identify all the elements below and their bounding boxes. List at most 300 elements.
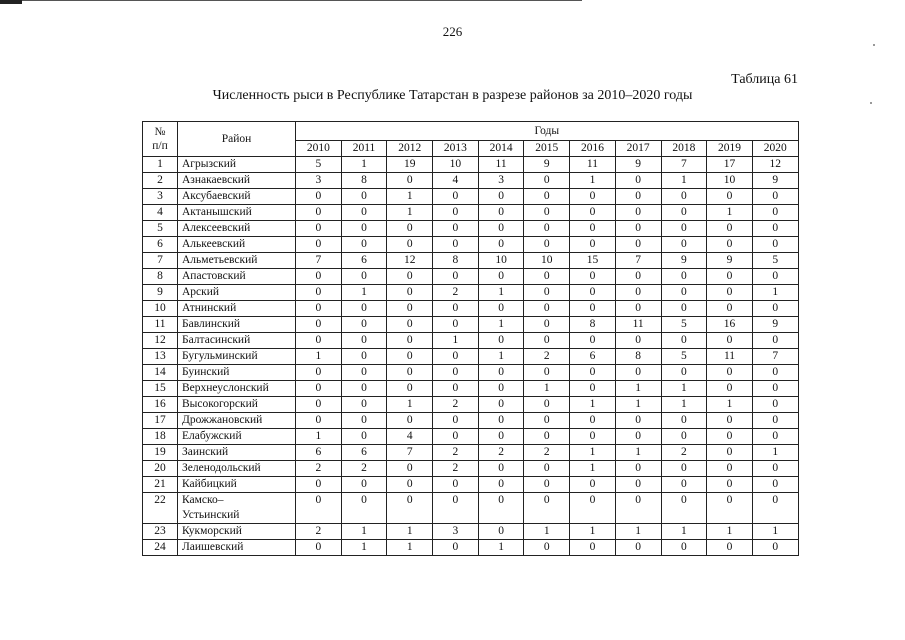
year-value-cell: 0 bbox=[752, 461, 798, 477]
year-value-cell: 1 bbox=[296, 349, 342, 365]
table-row bbox=[143, 524, 799, 540]
year-value-cell: 1 bbox=[707, 397, 753, 413]
year-value-cell: 0 bbox=[433, 189, 479, 205]
year-value-cell: 8 bbox=[341, 173, 387, 189]
table-row bbox=[143, 429, 799, 445]
table-row bbox=[143, 381, 799, 397]
year-value-cell: 0 bbox=[433, 221, 479, 237]
row-number: 10 bbox=[143, 301, 178, 317]
year-value-cell: 0 bbox=[296, 540, 342, 556]
year-value-cell: 15 bbox=[570, 253, 616, 269]
year-value-cell: 0 bbox=[570, 429, 616, 445]
row-number: 17 bbox=[143, 413, 178, 429]
year-value-cell: 0 bbox=[478, 381, 524, 397]
row-number: 1 bbox=[143, 157, 178, 173]
year-value-cell: 0 bbox=[615, 477, 661, 493]
year-value-cell: 0 bbox=[661, 237, 707, 253]
year-value-cell: 0 bbox=[296, 477, 342, 493]
year-value-cell: 1 bbox=[478, 349, 524, 365]
table-row bbox=[143, 189, 799, 205]
year-value-cell: 0 bbox=[752, 237, 798, 253]
year-value-cell: 0 bbox=[478, 301, 524, 317]
year-value-cell: 0 bbox=[615, 205, 661, 221]
scan-edge-mark bbox=[0, 0, 22, 4]
year-value-cell: 0 bbox=[433, 269, 479, 285]
year-value-cell: 0 bbox=[661, 205, 707, 221]
year-value-cell: 0 bbox=[524, 301, 570, 317]
scan-speck bbox=[873, 44, 875, 46]
year-value-cell: 5 bbox=[296, 157, 342, 173]
row-number: 4 bbox=[143, 205, 178, 221]
year-value-cell: 3 bbox=[296, 173, 342, 189]
year-value-cell: 7 bbox=[752, 349, 798, 365]
year-value-cell: 0 bbox=[433, 205, 479, 221]
year-value-cell: 0 bbox=[478, 477, 524, 493]
year-value-cell: 1 bbox=[387, 205, 433, 221]
year-value-cell: 7 bbox=[296, 253, 342, 269]
year-value-cell: 0 bbox=[387, 349, 433, 365]
year-value-cell: 0 bbox=[387, 381, 433, 397]
year-value-cell: 0 bbox=[615, 413, 661, 429]
year-value-cell: 0 bbox=[478, 461, 524, 477]
year-value-cell: 0 bbox=[707, 301, 753, 317]
district-name: Аксубаевский bbox=[178, 189, 296, 205]
year-value-cell: 4 bbox=[433, 173, 479, 189]
year-value-cell: 0 bbox=[615, 540, 661, 556]
year-value-cell: 0 bbox=[615, 173, 661, 189]
year-value-cell: 1 bbox=[524, 524, 570, 540]
header-year: 2015 bbox=[524, 141, 570, 157]
year-value-cell: 0 bbox=[615, 237, 661, 253]
header-year: 2014 bbox=[478, 141, 524, 157]
district-name: Апастовский bbox=[178, 269, 296, 285]
year-value-cell: 0 bbox=[570, 205, 616, 221]
year-value-cell: 0 bbox=[661, 189, 707, 205]
district-name: Камско– Устьинский bbox=[178, 493, 296, 524]
year-value-cell: 0 bbox=[296, 333, 342, 349]
year-value-cell: 0 bbox=[707, 429, 753, 445]
year-value-cell: 0 bbox=[387, 301, 433, 317]
year-value-cell: 0 bbox=[387, 221, 433, 237]
year-value-cell: 0 bbox=[478, 205, 524, 221]
year-value-cell: 2 bbox=[478, 445, 524, 461]
year-value-cell: 0 bbox=[341, 365, 387, 381]
year-value-cell: 0 bbox=[296, 493, 342, 524]
year-value-cell: 0 bbox=[524, 477, 570, 493]
year-value-cell: 0 bbox=[341, 221, 387, 237]
year-value-cell: 1 bbox=[615, 445, 661, 461]
year-value-cell: 0 bbox=[524, 493, 570, 524]
year-value-cell: 1 bbox=[341, 285, 387, 301]
year-value-cell: 0 bbox=[661, 429, 707, 445]
table-row bbox=[143, 365, 799, 381]
header-number-line1: № bbox=[154, 126, 166, 138]
year-value-cell: 1 bbox=[387, 524, 433, 540]
year-value-cell: 0 bbox=[707, 477, 753, 493]
district-name: Бавлинский bbox=[178, 317, 296, 333]
year-value-cell: 9 bbox=[752, 317, 798, 333]
year-value-cell: 0 bbox=[433, 237, 479, 253]
year-value-cell: 12 bbox=[752, 157, 798, 173]
header-year: 2011 bbox=[341, 141, 387, 157]
year-value-cell: 0 bbox=[387, 413, 433, 429]
year-value-cell: 8 bbox=[433, 253, 479, 269]
year-value-cell: 9 bbox=[524, 157, 570, 173]
year-value-cell: 4 bbox=[387, 429, 433, 445]
table-row bbox=[143, 413, 799, 429]
year-value-cell: 0 bbox=[478, 189, 524, 205]
year-value-cell: 0 bbox=[478, 237, 524, 253]
year-value-cell: 0 bbox=[570, 333, 616, 349]
year-value-cell: 0 bbox=[524, 189, 570, 205]
year-value-cell: 0 bbox=[570, 221, 616, 237]
year-value-cell: 1 bbox=[387, 540, 433, 556]
year-value-cell: 11 bbox=[615, 317, 661, 333]
row-number: 9 bbox=[143, 285, 178, 301]
row-number: 8 bbox=[143, 269, 178, 285]
district-name: Алексеевский bbox=[178, 221, 296, 237]
year-value-cell: 0 bbox=[296, 317, 342, 333]
page-number: 226 bbox=[442, 24, 463, 39]
year-value-cell: 0 bbox=[524, 397, 570, 413]
year-value-cell: 0 bbox=[615, 333, 661, 349]
year-value-cell: 0 bbox=[707, 540, 753, 556]
district-name: Верхнеуслонский bbox=[178, 381, 296, 397]
year-value-cell: 11 bbox=[478, 157, 524, 173]
header-year: 2010 bbox=[296, 141, 342, 157]
year-value-cell: 0 bbox=[524, 285, 570, 301]
year-value-cell: 0 bbox=[661, 333, 707, 349]
year-value-cell: 0 bbox=[524, 429, 570, 445]
district-name: Арский bbox=[178, 285, 296, 301]
year-value-cell: 17 bbox=[707, 157, 753, 173]
year-value-cell: 1 bbox=[387, 397, 433, 413]
year-value-cell: 0 bbox=[752, 381, 798, 397]
year-value-cell: 2 bbox=[296, 461, 342, 477]
year-value-cell: 5 bbox=[752, 253, 798, 269]
header-number-line2: п/п bbox=[152, 140, 168, 152]
header-years-group: Годы bbox=[296, 122, 799, 141]
row-number: 20 bbox=[143, 461, 178, 477]
year-value-cell: 0 bbox=[478, 524, 524, 540]
year-value-cell: 6 bbox=[341, 253, 387, 269]
year-value-cell: 0 bbox=[341, 205, 387, 221]
year-value-cell: 0 bbox=[707, 445, 753, 461]
year-value-cell: 1 bbox=[615, 397, 661, 413]
year-value-cell: 0 bbox=[433, 540, 479, 556]
year-value-cell: 0 bbox=[341, 413, 387, 429]
year-value-cell: 0 bbox=[341, 269, 387, 285]
year-value-cell: 0 bbox=[478, 365, 524, 381]
table-row bbox=[143, 269, 799, 285]
year-value-cell: 0 bbox=[341, 429, 387, 445]
year-value-cell: 0 bbox=[661, 269, 707, 285]
year-value-cell: 0 bbox=[433, 429, 479, 445]
header-year: 2016 bbox=[570, 141, 616, 157]
year-value-cell: 1 bbox=[615, 524, 661, 540]
year-value-cell: 1 bbox=[661, 381, 707, 397]
year-value-cell: 0 bbox=[707, 381, 753, 397]
year-value-cell: 16 bbox=[707, 317, 753, 333]
row-number: 22 bbox=[143, 493, 178, 524]
year-value-cell: 0 bbox=[387, 285, 433, 301]
year-value-cell: 1 bbox=[341, 540, 387, 556]
header-year: 2012 bbox=[387, 141, 433, 157]
year-value-cell: 0 bbox=[296, 397, 342, 413]
year-value-cell: 0 bbox=[524, 205, 570, 221]
table-row bbox=[143, 493, 799, 524]
year-value-cell: 0 bbox=[478, 429, 524, 445]
year-value-cell: 0 bbox=[433, 381, 479, 397]
lynx-population-table bbox=[142, 121, 799, 556]
year-value-cell: 1 bbox=[752, 285, 798, 301]
year-value-cell: 9 bbox=[707, 253, 753, 269]
district-name: Елабужский bbox=[178, 429, 296, 445]
year-value-cell: 6 bbox=[341, 445, 387, 461]
row-number: 14 bbox=[143, 365, 178, 381]
table-row bbox=[143, 301, 799, 317]
year-value-cell: 1 bbox=[707, 205, 753, 221]
district-name: Заинский bbox=[178, 445, 296, 461]
year-value-cell: 9 bbox=[752, 173, 798, 189]
year-value-cell: 0 bbox=[387, 333, 433, 349]
year-value-cell: 0 bbox=[478, 493, 524, 524]
table-row bbox=[143, 333, 799, 349]
year-value-cell: 0 bbox=[433, 349, 479, 365]
year-value-cell: 2 bbox=[524, 349, 570, 365]
year-value-cell: 0 bbox=[707, 221, 753, 237]
year-value-cell: 2 bbox=[661, 445, 707, 461]
year-value-cell: 0 bbox=[387, 477, 433, 493]
header-year: 2013 bbox=[433, 141, 479, 157]
year-value-cell: 0 bbox=[615, 285, 661, 301]
year-value-cell: 1 bbox=[387, 189, 433, 205]
year-value-cell: 1 bbox=[661, 524, 707, 540]
year-value-cell: 0 bbox=[478, 221, 524, 237]
year-value-cell: 0 bbox=[433, 493, 479, 524]
year-value-cell: 12 bbox=[387, 253, 433, 269]
year-value-cell: 2 bbox=[433, 445, 479, 461]
year-value-cell: 0 bbox=[752, 301, 798, 317]
table-row bbox=[143, 205, 799, 221]
year-value-cell: 0 bbox=[387, 269, 433, 285]
year-value-cell: 0 bbox=[387, 317, 433, 333]
year-value-cell: 0 bbox=[752, 477, 798, 493]
year-value-cell: 0 bbox=[387, 237, 433, 253]
year-value-cell: 0 bbox=[752, 205, 798, 221]
year-value-cell: 0 bbox=[615, 429, 661, 445]
year-value-cell: 0 bbox=[524, 269, 570, 285]
scan-edge-line bbox=[22, 0, 582, 1]
year-value-cell: 0 bbox=[615, 269, 661, 285]
table-row bbox=[143, 157, 799, 173]
year-value-cell: 9 bbox=[661, 253, 707, 269]
district-name: Альметьевский bbox=[178, 253, 296, 269]
year-value-cell: 1 bbox=[296, 429, 342, 445]
header-year: 2020 bbox=[752, 141, 798, 157]
row-number: 2 bbox=[143, 173, 178, 189]
year-value-cell: 10 bbox=[707, 173, 753, 189]
year-value-cell: 0 bbox=[524, 237, 570, 253]
year-value-cell: 1 bbox=[478, 317, 524, 333]
header-year: 2018 bbox=[661, 141, 707, 157]
year-value-cell: 0 bbox=[752, 413, 798, 429]
district-name: Кайбицкий bbox=[178, 477, 296, 493]
district-name: Буинский bbox=[178, 365, 296, 381]
year-value-cell: 1 bbox=[570, 445, 616, 461]
year-value-cell: 0 bbox=[570, 381, 616, 397]
district-name: Лаишевский bbox=[178, 540, 296, 556]
year-value-cell: 0 bbox=[661, 221, 707, 237]
year-value-cell: 0 bbox=[661, 285, 707, 301]
year-value-cell: 0 bbox=[752, 493, 798, 524]
district-name: Высокогорский bbox=[178, 397, 296, 413]
header-year: 2019 bbox=[707, 141, 753, 157]
year-value-cell: 0 bbox=[341, 333, 387, 349]
year-value-cell: 0 bbox=[296, 365, 342, 381]
district-name: Азнакаевский bbox=[178, 173, 296, 189]
row-number: 23 bbox=[143, 524, 178, 540]
year-value-cell: 0 bbox=[752, 429, 798, 445]
year-value-cell: 1 bbox=[478, 285, 524, 301]
year-value-cell: 0 bbox=[341, 301, 387, 317]
header-year: 2017 bbox=[615, 141, 661, 157]
year-value-cell: 0 bbox=[433, 477, 479, 493]
year-value-cell: 0 bbox=[341, 381, 387, 397]
row-number: 12 bbox=[143, 333, 178, 349]
year-value-cell: 0 bbox=[752, 221, 798, 237]
row-number: 6 bbox=[143, 237, 178, 253]
district-name: Актанышский bbox=[178, 205, 296, 221]
row-number: 24 bbox=[143, 540, 178, 556]
header-district: Район bbox=[178, 122, 296, 157]
year-value-cell: 0 bbox=[707, 269, 753, 285]
year-value-cell: 0 bbox=[433, 317, 479, 333]
year-value-cell: 0 bbox=[524, 173, 570, 189]
year-value-cell: 1 bbox=[570, 397, 616, 413]
year-value-cell: 0 bbox=[752, 269, 798, 285]
table-row bbox=[143, 349, 799, 365]
year-value-cell: 0 bbox=[524, 221, 570, 237]
year-value-cell: 7 bbox=[661, 157, 707, 173]
year-value-cell: 1 bbox=[341, 157, 387, 173]
year-value-cell: 1 bbox=[661, 173, 707, 189]
table-row bbox=[143, 397, 799, 413]
year-value-cell: 0 bbox=[478, 269, 524, 285]
year-value-cell: 0 bbox=[661, 301, 707, 317]
year-value-cell: 0 bbox=[524, 365, 570, 381]
year-value-cell: 0 bbox=[296, 285, 342, 301]
year-value-cell: 0 bbox=[752, 397, 798, 413]
year-value-cell: 0 bbox=[570, 285, 616, 301]
year-value-cell: 7 bbox=[387, 445, 433, 461]
year-value-cell: 0 bbox=[570, 477, 616, 493]
year-value-cell: 0 bbox=[433, 413, 479, 429]
year-value-cell: 0 bbox=[341, 477, 387, 493]
year-value-cell: 6 bbox=[296, 445, 342, 461]
district-name: Кукморский bbox=[178, 524, 296, 540]
year-value-cell: 2 bbox=[433, 461, 479, 477]
table-row bbox=[143, 540, 799, 556]
table-body bbox=[143, 157, 799, 556]
year-value-cell: 0 bbox=[752, 540, 798, 556]
district-name: Зеленодольский bbox=[178, 461, 296, 477]
year-value-cell: 6 bbox=[570, 349, 616, 365]
year-value-cell: 0 bbox=[707, 285, 753, 301]
table-row bbox=[143, 317, 799, 333]
year-value-cell: 8 bbox=[570, 317, 616, 333]
row-number: 3 bbox=[143, 189, 178, 205]
year-value-cell: 3 bbox=[478, 173, 524, 189]
header-number bbox=[143, 122, 178, 157]
year-value-cell: 8 bbox=[615, 349, 661, 365]
year-value-cell: 0 bbox=[752, 333, 798, 349]
year-value-cell: 0 bbox=[296, 269, 342, 285]
year-value-cell: 0 bbox=[661, 461, 707, 477]
row-number: 5 bbox=[143, 221, 178, 237]
year-value-cell: 1 bbox=[478, 540, 524, 556]
row-number: 16 bbox=[143, 397, 178, 413]
year-value-cell: 5 bbox=[661, 317, 707, 333]
year-value-cell: 0 bbox=[570, 301, 616, 317]
year-value-cell: 0 bbox=[707, 237, 753, 253]
year-value-cell: 0 bbox=[478, 397, 524, 413]
table-row bbox=[143, 237, 799, 253]
year-value-cell: 0 bbox=[661, 540, 707, 556]
table-number: Таблица 61 bbox=[731, 72, 798, 87]
year-value-cell: 0 bbox=[707, 461, 753, 477]
year-value-cell: 0 bbox=[524, 540, 570, 556]
year-value-cell: 10 bbox=[524, 253, 570, 269]
year-value-cell: 0 bbox=[707, 333, 753, 349]
year-value-cell: 0 bbox=[615, 189, 661, 205]
district-name: Атнинский bbox=[178, 301, 296, 317]
year-value-cell: 0 bbox=[524, 461, 570, 477]
year-value-cell: 0 bbox=[341, 397, 387, 413]
year-value-cell: 1 bbox=[661, 397, 707, 413]
year-value-cell: 0 bbox=[296, 413, 342, 429]
row-number: 15 bbox=[143, 381, 178, 397]
year-value-cell: 0 bbox=[387, 461, 433, 477]
year-value-cell: 5 bbox=[661, 349, 707, 365]
year-value-cell: 0 bbox=[524, 333, 570, 349]
year-value-cell: 2 bbox=[296, 524, 342, 540]
year-value-cell: 0 bbox=[707, 365, 753, 381]
year-value-cell: 1 bbox=[752, 524, 798, 540]
year-value-cell: 0 bbox=[433, 365, 479, 381]
year-value-cell: 1 bbox=[433, 333, 479, 349]
table-row bbox=[143, 445, 799, 461]
year-value-cell: 0 bbox=[707, 493, 753, 524]
district-name: Балтасинский bbox=[178, 333, 296, 349]
year-value-cell: 0 bbox=[296, 205, 342, 221]
table-title: Численность рыси в Республике Татарстан в разрезе районов за 2010–2020 годы bbox=[212, 88, 693, 103]
year-value-cell: 0 bbox=[296, 237, 342, 253]
year-value-cell: 0 bbox=[341, 493, 387, 524]
year-value-cell: 1 bbox=[615, 381, 661, 397]
year-value-cell: 0 bbox=[707, 413, 753, 429]
year-value-cell: 0 bbox=[341, 189, 387, 205]
table-row bbox=[143, 285, 799, 301]
year-value-cell: 0 bbox=[570, 540, 616, 556]
district-name: Агрызский bbox=[178, 157, 296, 173]
year-value-cell: 0 bbox=[478, 413, 524, 429]
row-number: 19 bbox=[143, 445, 178, 461]
year-value-cell: 2 bbox=[433, 285, 479, 301]
row-number: 7 bbox=[143, 253, 178, 269]
table-row bbox=[143, 477, 799, 493]
year-value-cell: 11 bbox=[570, 157, 616, 173]
